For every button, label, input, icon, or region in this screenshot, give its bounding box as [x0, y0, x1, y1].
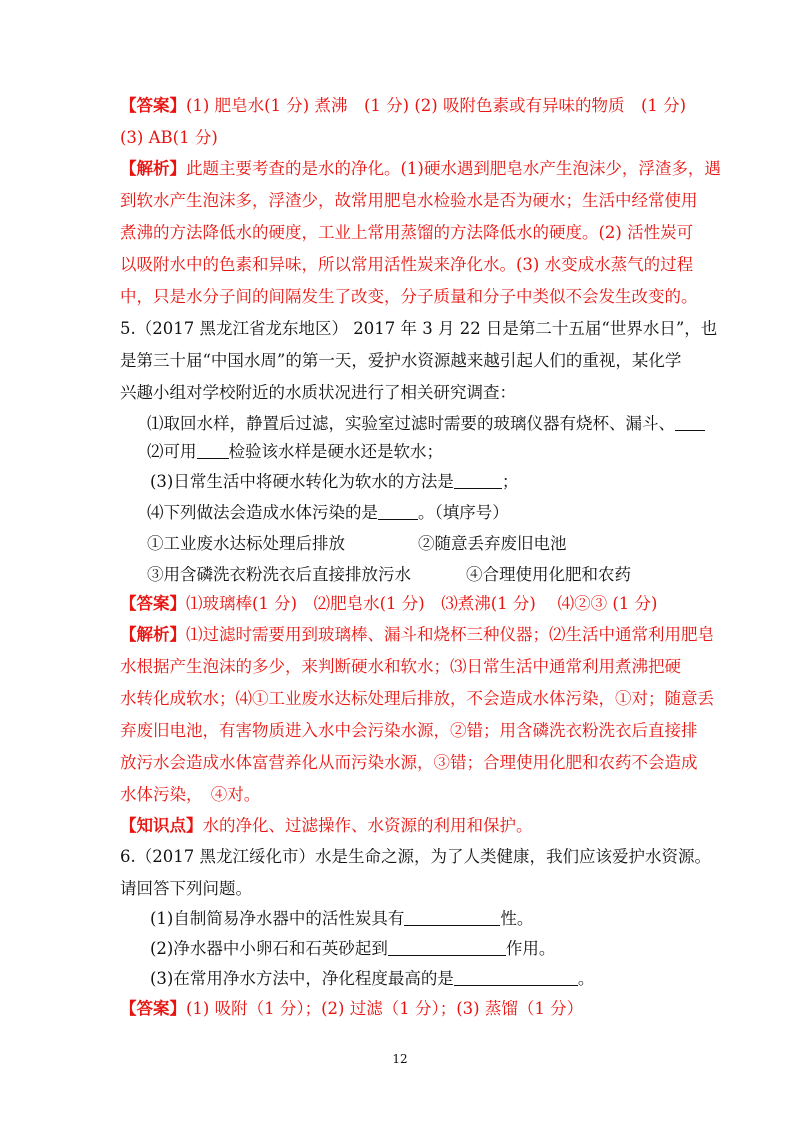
- q5-item-4-blank[interactable]: [378, 503, 418, 520]
- q6-answer-tag: 【答案】: [120, 999, 186, 1018]
- q5-item-2-blank[interactable]: [197, 442, 229, 459]
- q6-stem-line-2: 请回答下列问题。: [120, 879, 252, 898]
- q5-analysis-line-3: 水转化成软水；⑷①工业废水达标处理后排放，不会造成水体污染，①对；随意丢: [120, 689, 714, 708]
- q5-analysis-line-5: 放污水会造成水体富营养化从而污染水源，③错；合理使用化肥和农药不会造成: [120, 753, 698, 772]
- q5-option-2: ②随意丢弃废旧电池: [418, 534, 567, 553]
- q6-item-1: [150, 908, 533, 930]
- q5-analysis-tag: 【解析】: [120, 625, 186, 644]
- q6-item-2-blank[interactable]: [388, 939, 506, 956]
- q6-answer-line: [120, 998, 583, 1020]
- q4-analysis-line-4: 以吸附水中的色素和异味，所以常用活性炭来净化水。(3) 水变成水蒸气的过程: [120, 255, 694, 274]
- q6-item-1-blank[interactable]: [404, 909, 500, 926]
- q5-knowledge-point: [120, 815, 533, 837]
- q4-answer-text: (1) 肥皂水(1 分) 煮沸 (1 分) (2) 吸附色素或有异味的物质 (1 分): [186, 96, 687, 115]
- q5-stem-line-3: 兴趣小组对学校附近的水质状况进行了相关研究调查：: [120, 383, 516, 402]
- q5-analysis-text: ⑴过滤时需要用到玻璃棒、漏斗和烧杯三种仪器；⑵生活中通常利用肥皂: [186, 625, 714, 644]
- q5-item-4: [147, 502, 509, 524]
- q6-item-1-pre: (1)自制简易净水器中的活性炭具有: [150, 909, 405, 928]
- q4-analysis-tag: 【解析】: [120, 159, 186, 178]
- q6-item-2: [150, 938, 555, 960]
- q5-answer-text: ⑴玻璃棒(1 分) ⑵肥皂水(1 分) ⑶煮沸(1 分) ⑷②③ (1 分): [186, 594, 658, 613]
- q6-item-3-pre: (3)在常用净水方法中，净化程度最高的是: [150, 969, 454, 988]
- q5-item-4-pre: ⑷下列做法会造成水体污染的是: [147, 503, 378, 522]
- q5-analysis-line-6: 水体污染， ④对。: [120, 785, 261, 804]
- q4-answer-line-1: [120, 95, 686, 117]
- q6-item-3: [150, 968, 594, 990]
- q4-analysis-text: 此题主要考查的是水的净化。(1)硬水遇到肥皂水产生泡沫少，浮渣多，遇: [186, 159, 721, 178]
- q5-answer-line: [120, 593, 657, 615]
- q5-item-3: [150, 471, 518, 493]
- q5-item-2: [147, 441, 443, 463]
- page-number: 12: [392, 1052, 408, 1066]
- q4-analysis-line-1: [120, 158, 721, 180]
- q5-item-1-text: ⑴取回水样，静置后过滤，实验室过滤时需要的玻璃仪器有烧杯、漏斗、: [147, 414, 675, 433]
- q5-item-2-post: 检验该水样是硬水还是软水；: [228, 442, 443, 461]
- q4-analysis-line-3: 煮沸的方法降低水的硬度，工业上常用蒸馏的方法降低水的硬度。(2) 活性炭可: [120, 223, 694, 242]
- q5-option-1: ①工业废水达标处理后排放: [147, 534, 345, 553]
- q5-kp-text: 水的净化、过滤操作、水资源的利用和保护。: [202, 816, 533, 835]
- q5-item-3-pre: (3)日常生活中将硬水转化为软水的方法是: [150, 472, 454, 491]
- q5-analysis-line-1: [120, 624, 714, 646]
- q4-answer-line-2: (3) AB(1 分): [120, 128, 218, 147]
- q5-item-3-blank[interactable]: [454, 472, 502, 489]
- q4-analysis-line-2: 到软水产生泡沫多，浮渣少，故常用肥皂水检验水是否为硬水；生活中经常使用: [120, 191, 698, 210]
- q6-item-2-post: 作用。: [505, 939, 556, 958]
- q5-kp-tag: 【知识点】: [120, 816, 203, 835]
- q5-option-4: ④合理使用化肥和农药: [466, 565, 631, 584]
- q5-analysis-line-4: 弃废旧电池，有害物质进入水中会污染水源，②错；用含磷洗衣粉洗衣后直接排: [120, 721, 698, 740]
- q6-item-1-post: 性。: [500, 909, 534, 928]
- q5-item-2-pre: ⑵可用: [147, 442, 197, 461]
- q5-option-3: ③用含磷洗衣粉洗衣后直接排放污水: [147, 565, 411, 584]
- q6-item-2-pre: (2)净水器中小卵石和石英砂起到: [150, 939, 388, 958]
- q5-item-1: [147, 413, 705, 435]
- q5-analysis-line-2: 水根据产生泡沫的多少，来判断硬水和软水；⑶日常生活中通常利用煮沸把硬: [120, 657, 681, 676]
- q4-analysis-line-5: 中，只是水分子间的间隔发生了改变，分子质量和分子中类似不会发生改变的。: [120, 287, 698, 306]
- q6-stem-line-1: 6.（2017 黑龙江绥化市）水是生命之源，为了人类健康，我们应该爱护水资源。: [120, 847, 711, 866]
- q5-stem-line-1: 5.（2017 黑龙江省龙东地区） 2017 年 3 月 22 日是第二十五届“世界水日”，也: [120, 319, 718, 338]
- q6-item-3-blank[interactable]: [454, 969, 578, 986]
- q6-item-3-post: 。: [577, 969, 595, 988]
- q6-answer-text: (1) 吸附（1 分）；(2) 过滤（1 分）；(3) 蒸馏（1 分）: [186, 999, 584, 1018]
- q5-item-4-post: 。（填序号）: [418, 503, 509, 522]
- q5-stem-line-2: 是第三十届“中国水周”的第一天，爱护水资源越来越引起人们的重视，某化学: [120, 351, 682, 370]
- q4-answer-tag: 【答案】: [120, 96, 186, 115]
- q5-item-3-post: ；: [501, 472, 519, 491]
- q5-answer-tag: 【答案】: [120, 594, 186, 613]
- q5-item-1-blank[interactable]: [675, 414, 705, 431]
